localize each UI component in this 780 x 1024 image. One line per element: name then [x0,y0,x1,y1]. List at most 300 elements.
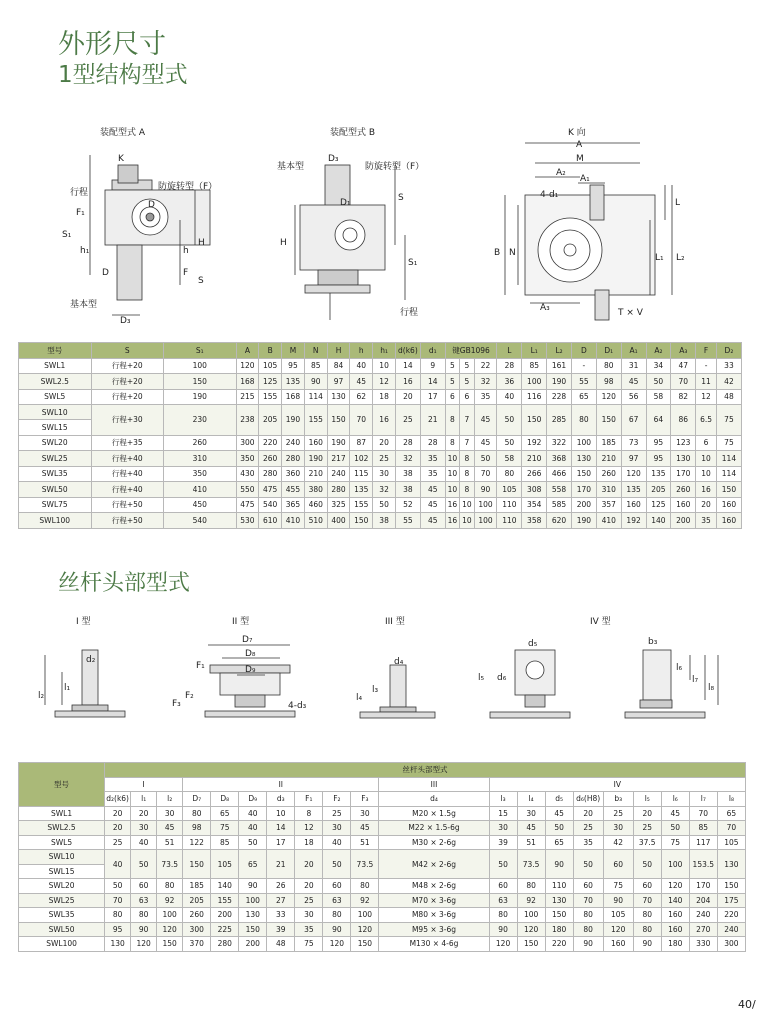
table-cell: 130 [105,937,131,952]
table-cell: 90 [603,893,633,908]
table1-col-header: h [350,343,373,359]
table-cell: 217 [327,451,350,467]
table1-header-row [19,343,742,359]
table-cell: 540 [164,513,237,529]
table-cell: 150 [522,405,547,436]
label-h-lower: h [183,246,189,256]
table1-col-header: S₁ [164,343,237,359]
table-cell: 80 [323,908,351,923]
label-a2: A₂ [556,168,566,178]
label-s1: S₁ [62,230,72,240]
table-cell: 45 [517,821,545,836]
table-cell: 190 [571,513,596,529]
table-cell: 25 [573,821,603,836]
table-cell: 102 [350,451,373,467]
table-cell: 30 [295,908,323,923]
table-row [19,835,746,850]
assembly-a-title: 装配型式 A [100,128,146,138]
table-row [19,513,742,529]
table-cell: 50 [497,435,522,451]
table-cell: 357 [596,497,621,513]
table1-col-header: A₃ [671,343,696,359]
table-cell: 32 [373,482,396,498]
table-cell: 114 [716,451,741,467]
table-cell: 50 [105,879,131,894]
table-row [19,922,746,937]
table-cell: 168 [236,374,259,390]
table-cell: 280 [282,451,305,467]
label-d4: d₄ [394,657,404,667]
label-d: D [148,200,155,210]
table-cell: 120 [351,922,379,937]
table-cell: 14 [267,821,295,836]
table-cell: 45 [420,497,445,513]
label-f: F [183,268,189,278]
table-cell: 310 [596,482,621,498]
table-cell: 行程+50 [91,513,164,529]
label-d3: D₃ [120,316,131,326]
table-cell: M95 × 3-6g [379,922,489,937]
table-cell: 40 [323,835,351,850]
table1-col-header: d₁ [420,343,445,359]
table-cell: 67 [621,405,646,436]
screw-type-1: I 型 [76,617,91,627]
table1-col-header: B [259,343,282,359]
table-cell: 20 [573,806,603,821]
table-cell: 50 [646,374,671,390]
table-cell: 70 [350,405,373,436]
table-cell: 28 [420,435,445,451]
table-cell: 90 [323,922,351,937]
table1-col-header: 键GB1096 [445,343,497,359]
table2-type-i: I [105,777,183,792]
table-cell: 5 [445,358,460,374]
table-cell: 行程+20 [91,389,164,405]
table-cell: 45 [420,482,445,498]
table-cell: 8 [460,482,475,498]
table-cell: 20 [373,435,396,451]
table-cell: SWL15 [19,864,105,879]
table-cell: 8 [445,405,460,436]
table1-col-header: F [696,343,717,359]
table-cell: 85 [304,358,327,374]
table-cell: 190 [327,435,350,451]
table-cell: SWL20 [19,435,92,451]
table-cell: 150 [327,405,350,436]
label-k: K [118,154,124,164]
table-cell: 190 [282,405,305,436]
table-cell: 100 [157,908,183,923]
table-cell: 20 [105,821,131,836]
table1-col-header: A [236,343,259,359]
table-cell: 25 [603,806,633,821]
table-cell: 120 [489,937,517,952]
table-cell: 150 [545,908,573,923]
table-cell: 100 [517,908,545,923]
table-cell: 135 [282,374,305,390]
table-cell: 30 [489,821,517,836]
table-cell: 38 [373,513,396,529]
table-cell: 130 [571,451,596,467]
table-cell: 65 [571,389,596,405]
table-cell: 38 [395,482,420,498]
table-cell: 140 [646,513,671,529]
table-cell: 550 [236,482,259,498]
table-cell: 325 [327,497,350,513]
screw-section-title: 丝杆头部型式 [58,571,191,596]
table-cell: 97 [621,451,646,467]
table-cell: 70 [671,374,696,390]
table-cell: 175 [717,893,745,908]
table-cell: 26 [267,879,295,894]
table-cell: 12 [696,389,717,405]
table-cell: 92 [517,893,545,908]
page-title: 外形尺寸 [58,29,166,60]
table-cell: 40 [350,358,373,374]
table2-model-header: 型号 [19,763,105,807]
table2-col-header: F₃ [351,792,379,807]
table-cell: 240 [282,435,305,451]
table-cell: 7 [460,435,475,451]
table-cell: 300 [236,435,259,451]
table-cell: 322 [547,435,572,451]
table-cell: 90 [633,937,661,952]
table-cell: 40 [131,835,157,850]
table-cell: 21 [420,405,445,436]
label-4d3: 4-d₃ [288,701,307,711]
table-cell: 6 [696,435,717,451]
table-cell: 80 [517,879,545,894]
table-cell: 28 [395,435,420,451]
table-cell: 90 [131,922,157,937]
k-view-title: K 向 [568,128,586,138]
table-cell: 25 [373,451,396,467]
table-cell: M42 × 2-6g [379,850,489,879]
table-cell: 45 [420,513,445,529]
table-cell: 455 [282,482,305,498]
table-cell: 97 [327,374,350,390]
table-cell: 6.5 [696,405,717,436]
label-l3: l₃ [372,685,379,695]
table-cell: M22 × 1.5-6g [379,821,489,836]
table-cell: 92 [157,893,183,908]
table-cell: 32 [395,451,420,467]
table-cell: 18 [295,835,323,850]
table-cell: 358 [522,513,547,529]
table-cell: 105 [259,358,282,374]
table-cell: 80 [596,358,621,374]
table-cell: 45 [545,806,573,821]
table-cell: 16 [373,405,396,436]
table-cell: 行程+30 [91,405,164,436]
table2-type-iv: IV [489,777,745,792]
table-cell: 70 [717,821,745,836]
table-cell: 210 [522,451,547,467]
table-cell: 36 [497,374,522,390]
table-cell: 190 [164,389,237,405]
table2-col-header: d₆(H8) [573,792,603,807]
table-cell: M20 × 1.5g [379,806,489,821]
screw-type-2: II 型 [232,617,250,627]
label-l2-s: l₂ [38,691,45,701]
table-cell: 33 [716,358,741,374]
table-cell: 161 [547,358,572,374]
table-cell: 48 [267,937,295,952]
table-cell: 25 [633,821,661,836]
table2-col-header: l₄ [517,792,545,807]
table-row [19,850,746,865]
table-row [19,879,746,894]
table-cell: 266 [522,466,547,482]
table-cell: 105 [717,835,745,850]
table-cell: 160 [661,922,689,937]
table-cell: 120 [603,922,633,937]
table-cell: 73.5 [351,850,379,879]
table-cell: 180 [661,937,689,952]
table-cell: 75 [603,879,633,894]
table-row [19,893,746,908]
table-cell: - [696,358,717,374]
table-cell: 40 [239,806,267,821]
label-l7: l₇ [692,675,699,685]
label-d5: d₅ [528,639,538,649]
table-cell: 200 [211,908,239,923]
table-cell: 98 [183,821,211,836]
table-cell: 35 [420,466,445,482]
table-cell: 280 [327,482,350,498]
table-cell: 90 [474,482,497,498]
table-cell: 260 [671,482,696,498]
table-cell: 130 [717,850,745,879]
table1-col-header: D₁ [596,343,621,359]
table2-col-header: d₅ [545,792,573,807]
table1-col-header: 型号 [19,343,92,359]
table-cell: 120 [517,922,545,937]
table-cell: 150 [164,374,237,390]
table-cell: 80 [351,879,379,894]
label-l6: l₆ [676,663,683,673]
table-cell: 63 [131,893,157,908]
table-cell: 140 [661,893,689,908]
table-cell: 150 [596,405,621,436]
table2-col-header: F₁ [295,792,323,807]
table-cell: 105 [497,482,522,498]
table-cell: 120 [661,879,689,894]
table-cell: 610 [259,513,282,529]
table-cell: 48 [716,389,741,405]
label-l5: l₅ [478,673,485,683]
table-cell: 150 [157,937,183,952]
label-l1: L₁ [655,253,664,263]
table-cell: 210 [596,451,621,467]
table-cell: 125 [646,497,671,513]
table-cell: 75 [716,405,741,436]
section-title: 1型结构型式 [58,62,188,88]
label-s1-b: S₁ [408,258,418,268]
table-cell: 410 [596,513,621,529]
table2-col-header: l₈ [717,792,745,807]
table-cell: 73.5 [517,850,545,879]
table-cell: 38 [395,466,420,482]
table-cell: 63 [489,893,517,908]
table-cell: 20 [131,806,157,821]
table-cell: 92 [351,893,379,908]
table-cell: - [571,358,596,374]
table-cell: 22 [474,358,497,374]
table2-col-header: l₆ [661,792,689,807]
table-cell: 114 [304,389,327,405]
table-cell: SWL5 [19,389,92,405]
table-cell: 17 [267,835,295,850]
table-cell: 45 [351,821,379,836]
table-cell: 80 [183,806,211,821]
table-cell: 12 [373,374,396,390]
table-cell: 30 [131,821,157,836]
label-h-b: H [280,238,287,248]
table-cell: 225 [211,922,239,937]
table-cell: 130 [671,451,696,467]
table-cell: 80 [573,922,603,937]
table-cell: 160 [716,497,741,513]
table-cell: SWL2.5 [19,374,92,390]
table-row [19,451,742,467]
table-row [19,806,746,821]
table-cell: 25 [295,893,323,908]
table-cell: 10 [460,513,475,529]
table-cell: 35 [420,451,445,467]
table-cell: 410 [282,513,305,529]
table-cell: 16 [395,374,420,390]
table-cell: 240 [327,466,350,482]
table-cell: 60 [603,850,633,879]
table-cell: 8 [445,435,460,451]
table-cell: 155 [304,405,327,436]
table-cell: 80 [489,908,517,923]
table-cell: 21 [267,850,295,879]
table-cell: 160 [661,908,689,923]
table-cell: 95 [282,358,305,374]
dimension-table [18,342,742,529]
label-d-lower: D [102,268,109,278]
table-cell: 7 [460,405,475,436]
label-anti-rotation: 防旋转型（F） [158,182,218,192]
table-cell: 70 [474,466,497,482]
table-cell: 35 [295,922,323,937]
table-cell: 50 [323,850,351,879]
table-cell: 100 [164,358,237,374]
table-cell: 10 [445,482,460,498]
table-cell: 10 [696,451,717,467]
table-cell: 460 [304,497,327,513]
table-cell: 6 [445,389,460,405]
table-cell: 6 [460,389,475,405]
table-cell: 135 [621,482,646,498]
table-cell: 135 [350,482,373,498]
table1-col-header: H [327,343,350,359]
label-a3: A₃ [540,303,550,313]
label-n: N [509,248,516,258]
label-b: B [494,248,501,258]
table-cell: 42 [603,835,633,850]
table-cell: 50 [239,835,267,850]
table2-col-header: l₅ [633,792,661,807]
table2-col-header: d₃ [267,792,295,807]
table-cell: 300 [717,937,745,952]
table-cell: SWL5 [19,835,105,850]
table2-col-header: D₉ [239,792,267,807]
table-cell: 100 [474,497,497,513]
table-cell: 25 [395,405,420,436]
table-cell: SWL25 [19,451,92,467]
label-a1: A₁ [580,174,590,184]
table-cell: 35 [573,835,603,850]
table-cell: 95 [105,922,131,937]
table-cell: SWL100 [19,937,105,952]
label-f1: F₁ [76,208,85,218]
label-m: M [576,154,584,164]
table-cell: 31 [621,358,646,374]
label-d8: D₈ [245,649,256,659]
table1-col-header: S [91,343,164,359]
label-d7: D₇ [242,635,253,645]
table-cell: 220 [717,908,745,923]
table-cell: 100 [522,374,547,390]
table-cell: SWL10 [19,405,92,420]
table-cell: 125 [259,374,282,390]
table-cell: 86 [671,405,696,436]
label-d6: d₆ [497,673,507,683]
table-cell: 行程+40 [91,466,164,482]
table-cell: 120 [236,358,259,374]
table-cell: 308 [522,482,547,498]
assembly-diagrams [0,125,780,335]
table-cell: 70 [633,893,661,908]
table-cell: 65 [239,850,267,879]
table-cell: 192 [621,513,646,529]
table-cell: 30 [351,806,379,821]
table-cell: 9 [420,358,445,374]
table-row [19,466,742,482]
table-cell: M30 × 2-6g [379,835,489,850]
table-cell: 450 [164,497,237,513]
table-cell: 130 [239,908,267,923]
table-cell: 20 [633,806,661,821]
table-cell: 210 [304,466,327,482]
table-cell: 160 [671,497,696,513]
table-row [19,482,742,498]
table-cell: 150 [350,513,373,529]
table-cell: 70 [689,806,717,821]
table-cell: 620 [547,513,572,529]
table-cell: 73.5 [157,850,183,879]
table-cell: 40 [497,389,522,405]
table-cell: 64 [646,405,671,436]
table-cell: 80 [633,908,661,923]
table-cell: 280 [211,937,239,952]
table-cell: 50 [545,821,573,836]
table1-col-header: D₂ [716,343,741,359]
table-cell: 410 [164,482,237,498]
table-cell: 530 [236,513,259,529]
table-cell: SWL35 [19,908,105,923]
table-cell: 60 [489,879,517,894]
table2-col-header: l₃ [489,792,517,807]
table-cell: 55 [395,513,420,529]
table-cell: 45 [474,435,497,451]
table-cell: 475 [259,482,282,498]
table-cell: 45 [621,374,646,390]
table-cell: 58 [646,389,671,405]
